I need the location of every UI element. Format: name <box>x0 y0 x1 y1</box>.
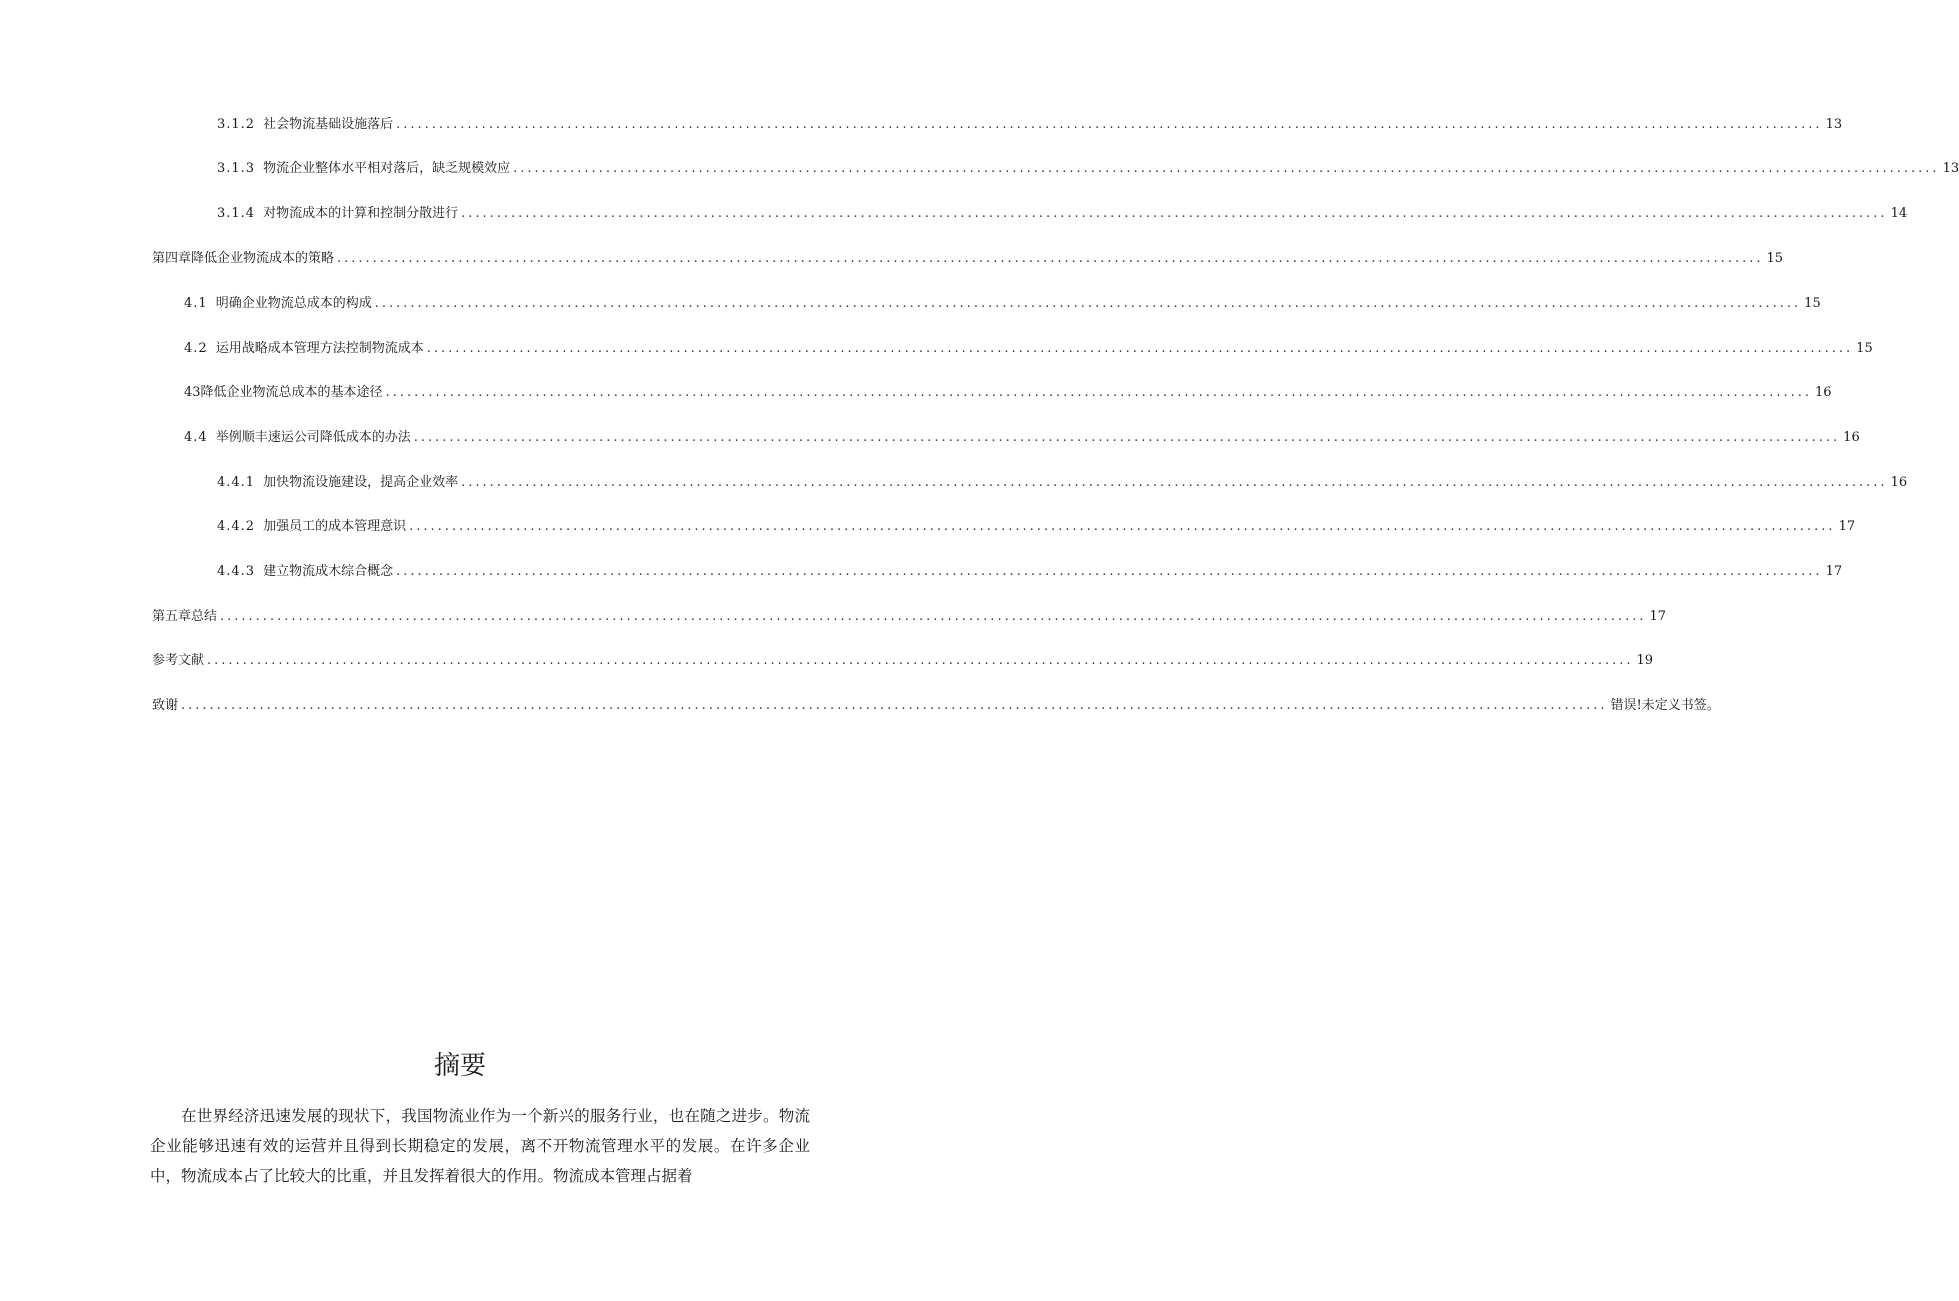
toc-entry-page: 15 <box>1766 251 1784 266</box>
toc-leader-dots: ........................................................................................................................................................................................................ <box>207 653 1634 668</box>
toc-entry-title: 43降低企业物流总成本的基本途径 <box>184 385 383 400</box>
toc-entry-title: 社会物流基础设施落后 <box>263 117 394 132</box>
toc-entry-page: 16 <box>1815 385 1832 400</box>
toc-leader-dots: ........................................................................................................................................................................................................ <box>413 430 1841 445</box>
toc-entry-title: 参考文献 <box>152 653 205 668</box>
toc-entry-title: 第四章降低企业物流成本的策略 <box>152 251 335 266</box>
toc-entry[interactable] <box>152 697 1720 715</box>
toc-entry-title: 举例顺丰速运公司降低成本的办法 <box>215 430 411 445</box>
toc-leader-dots: ........................................................................................................................................................................................................ <box>337 251 1764 266</box>
toc-entry-page: 17 <box>1649 609 1667 624</box>
toc-entry[interactable] <box>217 205 1908 223</box>
toc-entry[interactable] <box>152 652 1654 670</box>
toc-entry[interactable] <box>217 160 1959 178</box>
toc-entry-page: 15 <box>1856 341 1873 356</box>
toc-entry-number: 4.4.3 <box>217 564 256 579</box>
toc-entry-number: 3.1.3 <box>217 161 256 176</box>
toc-entry-title: 加快物流设施建设，提高企业效率 <box>263 475 459 490</box>
toc-entry-title: 建立物流成木综合概念 <box>263 564 394 579</box>
toc-entry[interactable] <box>217 474 1908 492</box>
toc-entry-title: 运用战略成本管理方法控制物流成本 <box>215 341 424 356</box>
toc-entry-page: 错误!未定义书签。 <box>1610 698 1720 713</box>
toc-entry-page: 15 <box>1804 296 1821 311</box>
toc-entry-title: 第五章总结 <box>152 609 218 624</box>
toc-entry[interactable] <box>184 340 1873 358</box>
toc-entry-number: 3.1.4 <box>217 206 256 221</box>
toc-leader-dots: ........................................................................................................................................................................................................ <box>513 161 1940 176</box>
toc-entry-page: 14 <box>1890 206 1908 221</box>
abstract-title: 摘要 <box>433 1051 486 1081</box>
toc-entry[interactable] <box>184 429 1860 447</box>
toc-leader-dots: ........................................................................................................................................................................................................ <box>461 206 1888 221</box>
toc-leader-dots: ........................................................................................................................................................................................................ <box>396 564 1823 579</box>
toc-entry-page: 17 <box>1838 519 1856 534</box>
toc-entry-page: 17 <box>1825 564 1843 579</box>
toc-entry[interactable] <box>217 563 1843 581</box>
toc-entry-page: 13 <box>1825 117 1843 132</box>
toc-leader-dots: ........................................................................................................................................................................................................ <box>426 341 1854 356</box>
toc-entry-number: 4.4.1 <box>217 475 256 490</box>
toc-entry-number: 4.4 <box>184 430 208 445</box>
toc-leader-dots: ........................................................................................................................................................................................................ <box>181 698 1608 713</box>
toc-leader-dots: ........................................................................................................................................................................................................ <box>374 296 1802 311</box>
toc-entry-number: 4.4.2 <box>217 519 256 534</box>
toc-entry[interactable] <box>152 608 1667 626</box>
toc-entry[interactable] <box>217 518 1856 536</box>
toc-entry-title: 明确企业物流总成本的构成 <box>215 296 372 311</box>
toc-leader-dots: ........................................................................................................................................................................................................ <box>220 609 1647 624</box>
toc-entry-page: 13 <box>1942 161 1959 176</box>
toc-entry[interactable] <box>184 384 1832 402</box>
toc-entry-number: 4.2 <box>184 341 208 356</box>
toc-entry-title: 加强员工的成本管理意识 <box>263 519 407 534</box>
toc-entry-page: 19 <box>1636 653 1654 668</box>
toc-entry[interactable] <box>184 295 1821 313</box>
toc-entry-number: 3.1.2 <box>217 117 256 132</box>
toc-leader-dots: ........................................................................................................................................................................................................ <box>409 519 1836 534</box>
toc-entry-title: 致谢 <box>152 698 179 713</box>
toc-entry-title: 对物流成本的计算和控制分散进行 <box>263 206 459 221</box>
toc-leader-dots: ........................................................................................................................................................................................................ <box>461 475 1888 490</box>
toc-entry[interactable] <box>217 116 1843 134</box>
toc-entry-title: 物流企业整体水平相对落后，缺乏规模效应 <box>263 161 511 176</box>
toc-entry-number: 4.1 <box>184 296 208 311</box>
toc-entry-page: 16 <box>1890 475 1908 490</box>
toc-leader-dots: ........................................................................................................................................................................................................ <box>385 385 1813 400</box>
toc-entry[interactable] <box>152 250 1784 268</box>
abstract-body: 在世界经济迅速发展的现状下，我国物流业作为一个新兴的服务行业，也在随之进步。物流企业能够迅速有效的运营并且得到长期稳定的发展，离不开物流管理水平的发展。在许多企业中，物流成本占了比较大的比重，并且发挥着很大的作用。物流成本管理占据着 <box>150 1107 810 1185</box>
toc-entry-page: 16 <box>1843 430 1860 445</box>
toc-leader-dots: ........................................................................................................................................................................................................ <box>396 117 1823 132</box>
